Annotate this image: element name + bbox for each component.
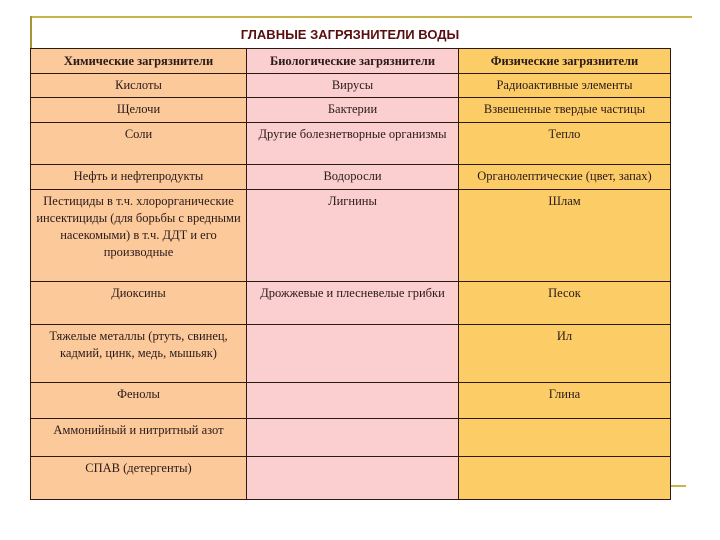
table-cell [247, 325, 459, 383]
table-cell: Фенолы [31, 383, 247, 419]
table-cell [247, 419, 459, 457]
page-title: ГЛАВНЫЕ ЗАГРЯЗНИТЕЛИ ВОДЫ [240, 27, 460, 42]
table-cell: Щелочи [31, 98, 247, 123]
table-cell: Водоросли [247, 165, 459, 190]
table-cell: Глина [459, 383, 671, 419]
table-cell: Вирусы [247, 74, 459, 98]
table-cell [459, 457, 671, 500]
table-cell: Тяжелые металлы (ртуть, свинец, кадмий, цинк, медь, мышьяк) [31, 325, 247, 383]
header-biological: Биологические загрязнители [247, 49, 459, 74]
table-cell: Ил [459, 325, 671, 383]
table-row [31, 165, 671, 190]
table-cell: Пестициды в т.ч. хлорорганические инсектициды (для борьбы с вредными насекомыми) в т.ч. ДДТ и его производные [31, 190, 247, 282]
table-cell: Кислоты [31, 74, 247, 98]
table-cell: Радиоактивные элементы [459, 74, 671, 98]
table-cell: Органолептические (цвет, запах) [459, 165, 671, 190]
table-cell: Диоксины [31, 282, 247, 325]
table-cell: Другие болезнетворные организмы [247, 123, 459, 165]
frame-corner-line [670, 485, 686, 487]
table-cell [247, 383, 459, 419]
table-cell: Шлам [459, 190, 671, 282]
table-header-row [31, 49, 671, 74]
table-row [31, 419, 671, 457]
table-row [31, 282, 671, 325]
table-cell: Взвешенные твердые частицы [459, 98, 671, 123]
table-row [31, 325, 671, 383]
table-row [31, 98, 671, 123]
header-physical: Физические загрязнители [459, 49, 671, 74]
table-row [31, 74, 671, 98]
table-row [31, 383, 671, 419]
table-cell: Нефть и нефтепродукты [31, 165, 247, 190]
table-cell: Бактерии [247, 98, 459, 123]
table-cell: СПАВ (детергенты) [31, 457, 247, 500]
header-chemical: Химические загрязнители [31, 49, 247, 74]
table-row [31, 190, 671, 282]
pollutants-table [30, 48, 671, 500]
table-cell: Тепло [459, 123, 671, 165]
table-cell [247, 457, 459, 500]
table-cell: Песок [459, 282, 671, 325]
table-row [31, 457, 671, 500]
table-cell: Дрожжевые и плесневелые грибки [247, 282, 459, 325]
table-row [31, 123, 671, 165]
table-cell [459, 419, 671, 457]
table-cell: Аммонийный и нитритный азот [31, 419, 247, 457]
table-cell: Соли [31, 123, 247, 165]
table-cell: Лигнины [247, 190, 459, 282]
